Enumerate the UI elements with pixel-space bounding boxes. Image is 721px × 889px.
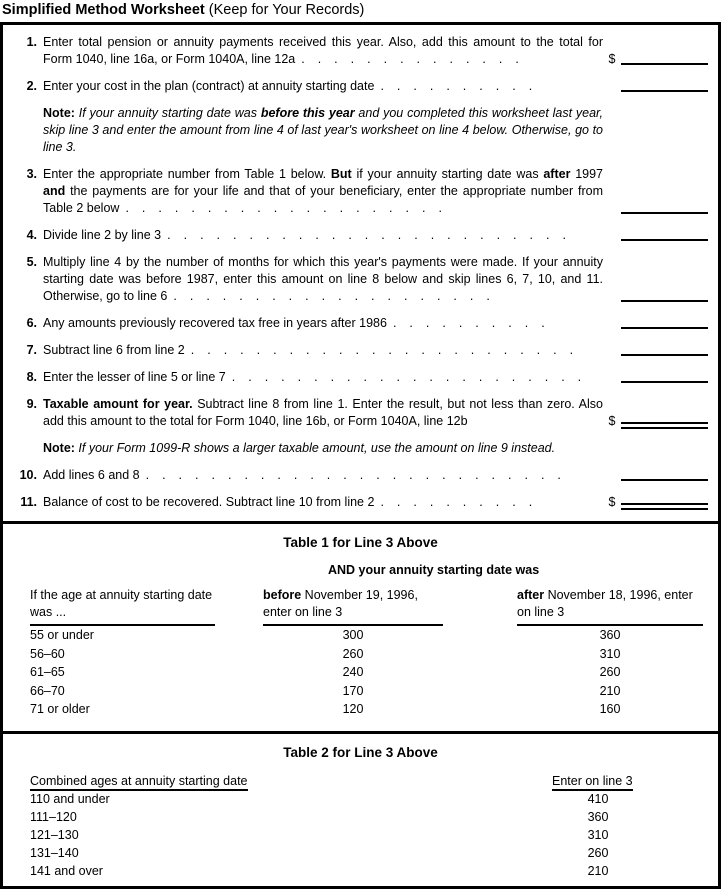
line-6-text	[43, 315, 603, 332]
worksheet-line-3	[3, 166, 718, 217]
amount-entry-5	[603, 300, 714, 305]
dot-leader-11: ..........	[380, 495, 546, 509]
dollar-sign-1: $	[608, 52, 616, 66]
table1-row	[30, 701, 718, 719]
table2-row	[3, 808, 718, 826]
table1-section	[3, 524, 718, 719]
amount-entry-1	[603, 51, 714, 68]
dollar-sign-9: $	[608, 414, 616, 428]
table2-header-row	[3, 772, 718, 790]
note-1-text: Note: If your annuity starting date was before this year and you completed this worksheet last year, skip line 3 and enter the amount from line 4 of last year's worksheet on line 4 below. Otherwise, go to line 3.	[43, 106, 604, 154]
line-9-text-content: Taxable amount for year. Subtract line 8 from line 1. Enter the result, but not less than zero. Also add this amount to the total for Form 1040, line 16b, or Form 1040A, line 12b	[43, 397, 603, 428]
worksheet-line-7	[3, 342, 718, 359]
dot-leader-3: ....................	[125, 201, 455, 215]
amount-entry-11	[603, 494, 714, 511]
line-1-text-content: Enter total pension or annuity payments received this year. Also, add this amount to the total for Form 1040, line 16a, or Form 1040A, line 12a	[43, 35, 603, 66]
table1-after-value: 160	[599, 702, 621, 716]
table1-header-row	[30, 587, 718, 626]
entry-line-1	[621, 63, 708, 65]
dot-leader-8: ......................	[231, 370, 595, 384]
table2-ages: 121–130	[30, 827, 79, 842]
table1-row	[30, 646, 718, 664]
line-number-9: 9.	[26, 397, 37, 411]
line-2-text	[43, 78, 603, 95]
worksheet-note-2	[43, 440, 603, 457]
worksheet-line-6	[3, 315, 718, 332]
line-3-text	[43, 166, 603, 217]
table1-after-value: 310	[599, 646, 621, 661]
table1-title: Table 1 for Line 3 Above	[283, 535, 438, 550]
line-3-text-content: Enter the appropriate number from Table 1 below. But if your annuity starting date was after 1997 and the payments are for your life and that of your beneficiary, enter the appropriate number from Table 2 below	[43, 167, 604, 215]
worksheet-line-9	[3, 396, 718, 430]
dot-leader-6: ..........	[392, 316, 558, 330]
entry-line-6	[621, 327, 708, 329]
table1-after-value: 260	[599, 665, 621, 679]
line-8-text-content: Enter the lesser of line 5 or line 7	[43, 370, 226, 384]
table2-value: 360	[587, 809, 609, 824]
table1-row	[30, 664, 718, 682]
amount-entry-10	[603, 479, 714, 484]
line-number-8: 8.	[26, 370, 37, 384]
note-2-text: Note: If your Form 1099-R shows a larger taxable amount, use the amount on line 9 instead.	[43, 441, 556, 455]
table2-row	[3, 862, 718, 880]
line-number-10: 10.	[19, 468, 37, 482]
table1-age: 56–60	[30, 646, 65, 661]
entry-line-7	[621, 354, 708, 356]
table1-before-value: 260	[342, 646, 364, 661]
table2-title: Table 2 for Line 3 Above	[283, 744, 438, 760]
line-10-text	[43, 467, 603, 484]
dot-leader-4: .........................	[167, 228, 579, 242]
amount-entry-6	[603, 327, 714, 332]
dollar-sign-11: $	[608, 495, 616, 509]
entry-line-2	[621, 90, 708, 92]
table2-col2-header: Enter on line 3	[552, 774, 633, 791]
worksheet-subtitle: (Keep for Your Records)	[204, 2, 365, 18]
table1-col3-header: after November 18, 1996, enter on line 3	[517, 587, 703, 626]
table2-col1-header: Combined ages at annuity starting date	[30, 774, 248, 791]
line-number-5: 5.	[26, 255, 37, 269]
line-11-text-content: Balance of cost to be recovered. Subtract line 10 from line 2	[43, 495, 375, 509]
line-2-text-content: Enter your cost in the plan (contract) at annuity starting date	[43, 79, 375, 93]
line-4-text-content: Divide line 2 by line 3	[43, 228, 162, 242]
table1-before-value: 240	[342, 665, 364, 679]
line-11-text	[43, 494, 603, 511]
line-number-7: 7.	[26, 343, 37, 357]
table2-ages: 141 and over	[30, 863, 103, 878]
table1-col1-header: If the age at annuity starting date was ...	[30, 587, 215, 626]
worksheet-line-8	[3, 369, 718, 386]
amount-entry-7	[603, 354, 714, 359]
table1-subheader: AND your annuity starting date was	[328, 563, 540, 577]
line-7-text	[43, 342, 603, 359]
line-7-text-content: Subtract line 6 from line 2	[43, 343, 185, 357]
dot-leader-10: ..........................	[145, 468, 574, 482]
table1-row	[30, 683, 718, 701]
table2-ages: 110 and under	[30, 791, 110, 806]
worksheet-section	[3, 25, 718, 511]
table2-row	[3, 844, 718, 862]
amount-entry-3	[603, 212, 714, 217]
entry-line-5	[621, 300, 708, 302]
worksheet-line-5	[3, 254, 718, 305]
entry-line-9	[621, 422, 708, 429]
worksheet-line-1	[3, 34, 718, 68]
table2-ages: 111–120	[30, 809, 77, 824]
table2-row	[3, 790, 718, 808]
table2-ages: 131–140	[30, 845, 79, 860]
entry-line-11	[621, 503, 708, 510]
worksheet-line-2	[3, 78, 718, 95]
line-6-text-content: Any amounts previously recovered tax free in years after 1986	[43, 316, 387, 330]
line-9-text	[43, 396, 603, 430]
table1-before-value: 170	[342, 683, 364, 698]
table1-before-value: 300	[342, 628, 364, 642]
table1-age: 66–70	[30, 683, 65, 698]
table1-age: 71 or older	[30, 702, 90, 716]
table2-row	[3, 826, 718, 844]
entry-line-10	[621, 479, 708, 481]
table2-value: 260	[587, 845, 609, 860]
dot-leader-5: ....................	[173, 289, 503, 303]
worksheet-line-4	[3, 227, 718, 244]
amount-entry-4	[603, 239, 714, 244]
line-number-6: 6.	[26, 316, 37, 330]
line-number-1: 1.	[26, 35, 37, 49]
table2-value: 410	[587, 791, 609, 806]
line-5-text	[43, 254, 603, 305]
line-10-text-content: Add lines 6 and 8	[43, 468, 140, 482]
entry-line-4	[621, 239, 708, 241]
line-number-4: 4.	[26, 228, 37, 242]
table2-section	[3, 734, 718, 880]
table1-before-value: 120	[342, 702, 364, 716]
dot-leader-2: ..........	[380, 79, 546, 93]
line-number-3: 3.	[26, 167, 37, 181]
worksheet-line-11	[3, 494, 718, 511]
table1-row	[30, 627, 718, 645]
worksheet-line-10	[3, 467, 718, 484]
line-number-11: 11.	[20, 495, 37, 509]
table1-after-value: 210	[599, 683, 621, 698]
worksheet-note-1	[43, 105, 603, 156]
worksheet-title: Simplified Method Worksheet	[2, 2, 205, 18]
line-1-text	[43, 34, 603, 68]
table2-value: 310	[587, 827, 609, 842]
table1-after-value: 360	[599, 628, 621, 642]
line-5-text-content: Multiply line 4 by the number of months for which this year's payments were made. If your annuity starting date was before 1987, enter this amount on line 8 below and skip lines 6, 7, 10, and 11. Otherwise, go to line 6	[43, 255, 603, 303]
table2-value: 210	[587, 863, 609, 878]
entry-line-3	[621, 212, 708, 214]
dot-leader-1: ..............	[301, 52, 532, 66]
table1-grid	[3, 579, 718, 719]
line-4-text	[43, 227, 603, 244]
table1-col2-header: before November 19, 1996, enter on line 3	[263, 587, 443, 626]
amount-entry-8	[603, 381, 714, 386]
page-title	[0, 0, 721, 20]
line-number-2: 2.	[26, 79, 37, 93]
table1-age: 55 or under	[30, 628, 94, 642]
dot-leader-7: ........................	[190, 343, 587, 357]
amount-entry-9	[603, 413, 714, 430]
line-8-text	[43, 369, 603, 386]
worksheet-form-box	[0, 22, 721, 889]
amount-entry-2	[603, 90, 714, 95]
table1-age: 61–65	[30, 665, 65, 679]
entry-line-8	[621, 381, 708, 383]
